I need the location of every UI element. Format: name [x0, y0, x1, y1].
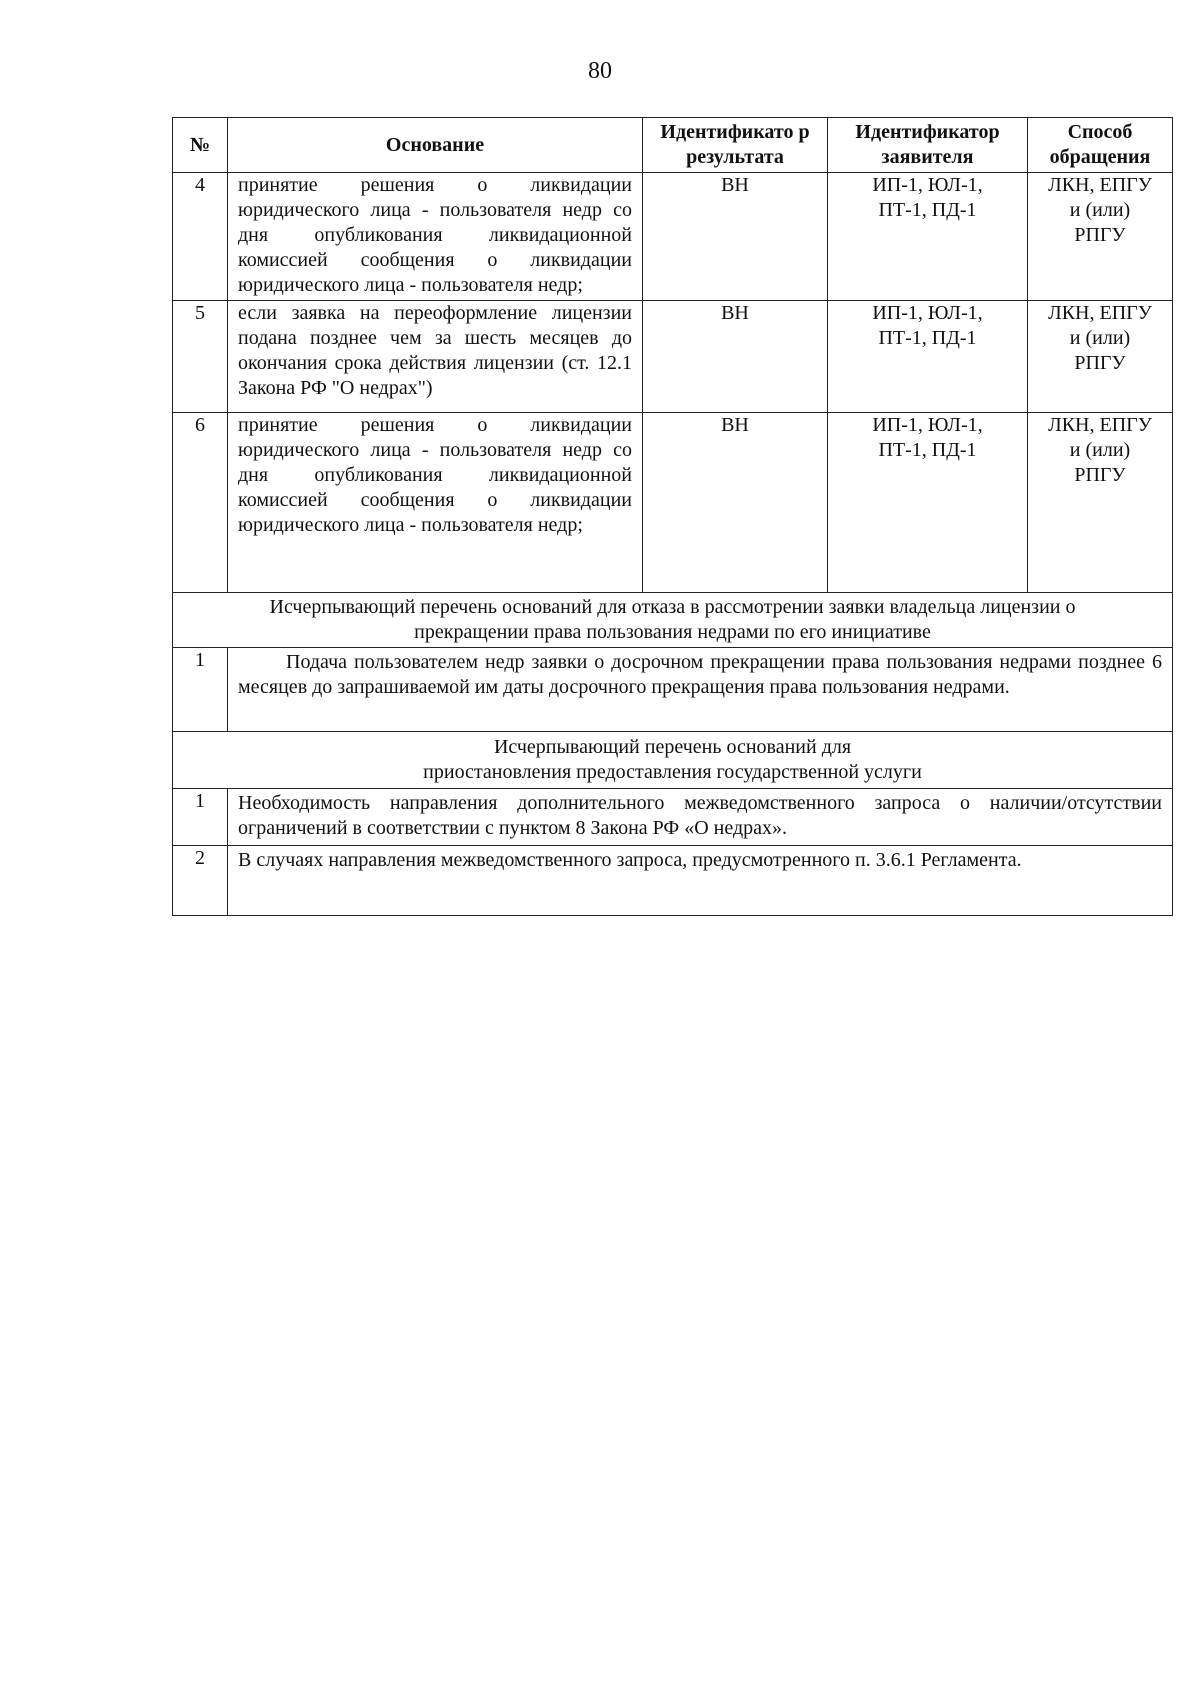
list-item — [173, 648, 1173, 732]
section-suspension-header — [173, 732, 1173, 789]
row-result-id: ВН — [643, 413, 828, 593]
item-num: 1 — [173, 648, 228, 732]
row-method: ЛКН, ЕПГУ и (или) РПГУ — [1028, 413, 1173, 593]
item-num: 2 — [173, 846, 228, 916]
row-result-id: ВН — [643, 301, 828, 413]
item-text: Подача пользователем недр заявки о досрочном прекращении права пользования недрами позднее 6 месяцев до запрашиваемой им даты досрочного прекращения права пользования недрами. — [228, 648, 1173, 732]
header-basis: Основание — [228, 118, 643, 173]
table-row — [173, 301, 1173, 413]
item-num: 1 — [173, 789, 228, 846]
row-basis: принятие решения о ликвидации юридического лица - пользователя недр со дня опубликования ликвидационной комиссией сообщения о ликвидации юридического лица - пользователя недр; — [228, 413, 643, 593]
list-item — [173, 846, 1173, 916]
row-method: ЛКН, ЕПГУ и (или) РПГУ — [1028, 301, 1173, 413]
row-applicant-id: ИП-1, ЮЛ-1, ПТ-1, ПД-1 — [828, 301, 1028, 413]
row-result-id: ВН — [643, 173, 828, 301]
table-row — [173, 413, 1173, 593]
header-result-id: Идентификато р результата — [643, 118, 828, 173]
section-refusal-header — [173, 593, 1173, 648]
item-text: В случаях направления межведомственного запроса, предусмотренного п. 3.6.1 Регламента. — [228, 846, 1173, 916]
section-title: Исчерпывающий перечень оснований для приостановления предоставления государственной услуги — [173, 732, 1173, 789]
row-num: 6 — [173, 413, 228, 593]
row-method: ЛКН, ЕПГУ и (или) РПГУ — [1028, 173, 1173, 301]
row-basis: принятие решения о ликвидации юридического лица - пользователя недр со дня опубликования ликвидационной комиссией сообщения о ликвидации юридического лица - пользователя недр; — [228, 173, 643, 301]
table-row — [173, 173, 1173, 301]
row-basis: если заявка на переоформление лицензии подана позднее чем за шесть месяцев до окончания срока действия лицензии (ст. 12.1 Закона РФ "О недрах") — [228, 301, 643, 413]
grounds-table — [172, 117, 1173, 916]
section-title: Исчерпывающий перечень оснований для отказа в рассмотрении заявки владельца лицензии о прекращении права пользования недрами по его инициативе — [173, 593, 1173, 648]
row-num: 4 — [173, 173, 228, 301]
row-applicant-id: ИП-1, ЮЛ-1, ПТ-1, ПД-1 — [828, 413, 1028, 593]
header-applicant-id: Идентификатор заявителя — [828, 118, 1028, 173]
header-row — [173, 118, 1173, 173]
row-num: 5 — [173, 301, 228, 413]
header-num: № — [173, 118, 228, 173]
page-number: 80 — [588, 58, 612, 84]
header-method: Способ обращения — [1028, 118, 1173, 173]
row-applicant-id: ИП-1, ЮЛ-1, ПТ-1, ПД-1 — [828, 173, 1028, 301]
list-item — [173, 789, 1173, 846]
item-text: Необходимость направления дополнительного межведомственного запроса о наличии/отсутствии ограничений в соответствии с пунктом 8 Закона РФ «О недрах». — [228, 789, 1173, 846]
